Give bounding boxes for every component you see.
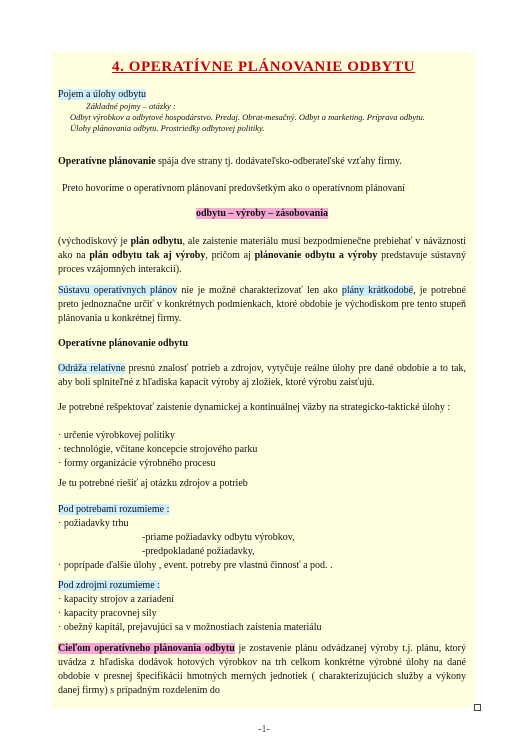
odbyt-vyroba-zasobovanie-highlight: odbytu – výroby – zásobovania [195, 208, 329, 219]
list-item: · určenie výrobkovej politiky [58, 430, 175, 441]
p5-text-1: nie je možné charakterizovať len ako [177, 285, 342, 296]
paragraph-4 [58, 235, 466, 277]
text-box-handle [474, 704, 481, 711]
sources-item: · kapacity strojov a zariadení [58, 594, 175, 605]
p1-bold: Operatívne plánovanie [58, 156, 156, 167]
needs-line-1: · požiadavky trhu [58, 518, 129, 529]
sources-item: · kapacity pracovnej sily [58, 608, 157, 619]
p4-text-3: , pričom aj [205, 250, 255, 261]
needs-line-2: -priame požiadavky odbytu výrobkov, [142, 532, 295, 543]
intro-section [58, 88, 466, 102]
p4-text-2: , ale zaistenie materiálu musí bezpodmienečne prebiehať v náväznosti ako na [58, 236, 467, 261]
p4-bold-2: plán odbytu tak aj výroby [89, 250, 206, 261]
p4-bold-3: plánovanie odbytu a výroby [254, 250, 378, 261]
paragraph-3 [58, 207, 466, 221]
needs-line-4: · poprípade ďalšie úlohy , event. potreby pre vlastnú činnosť a pod. . [58, 560, 333, 571]
p9-highlight: Cieľom operatívneho plánovania odbytu [58, 643, 235, 654]
basics-label: Základné pojmy – otázky : [86, 101, 176, 111]
p5-text-2: , je potrebné preto jednoznačne určiť v konkrétnych podmienkach, ktoré obdobie je východiskom pre tento stupeň plánovania u konkrétnej firmy. [58, 285, 466, 324]
paragraph-1 [58, 155, 466, 169]
page-number: -1- [258, 724, 270, 735]
paragraph-7: Je potrebné rešpektovať zaistenie dynamickej a kontinuálnej väzby na strategicko-taktické úlohy : [58, 402, 451, 413]
p5-highlight-1: Sústavu operatívnych plánov [58, 285, 178, 296]
list-item: · technológie, včítane koncepcie strojového parku [58, 444, 258, 455]
needs-line-3: -predpokladané požiadavky, [142, 546, 255, 557]
paragraph-2: Preto hovoríme o operatívnom plánovaní predovšetkým ako o operatívnom plánovaní [62, 183, 405, 194]
p4-text-1: (východiskový je [58, 236, 131, 247]
topics-line-1: Odbyt výrobkov a odbytové hospodárstvo. Predaj. Obrat-mesačný. Odbyt a marketing. Príprava odbytu. [70, 112, 425, 122]
section-heading-plan: Operatívne plánovanie odbytu [58, 338, 189, 349]
topics-line-2: Úlohy plánovania odbytu. Prostriedky odbytovej politiky. [70, 123, 265, 133]
document-page [52, 52, 475, 708]
list-item: · formy organizácie výrobného procesu [58, 458, 216, 469]
p4-bold-1: plán odbytu [130, 236, 183, 247]
paragraph-9 [58, 642, 466, 698]
intro-heading: Pojem a úlohy odbytu [58, 89, 147, 100]
needs-heading: Pod potrebami rozumieme : [58, 504, 170, 515]
needs-section [58, 503, 466, 573]
p1-rest: spája dve strany tj. dodávateľsko-odberateľské vzťahy firmy. [155, 156, 402, 167]
p6-highlight: Odráža relatívne [58, 363, 126, 374]
paragraph-5 [58, 284, 466, 326]
p6-rest: presnú znalosť potrieb a zdrojov, vytyčuje reálne úlohy pre dané obdobie a to tak, aby boli splniteľné z hľadiska kapacít výroby aj zložiek, ktoré výrobu zaisťujú. [58, 363, 466, 388]
p4-text-4: predstavuje sústavný proces vzájomných interakcií). [58, 250, 466, 275]
paragraph-8: Je tu potrebné riešiť aj otázku zdrojov a potrieb [58, 478, 248, 489]
sources-section [58, 579, 466, 635]
paragraph-6 [58, 362, 466, 390]
sources-heading: Pod zdrojmi rozumieme : [58, 580, 160, 591]
sources-item: · obežný kapitál, prejavujúci sa v možnostiach zaistenia materiálu [58, 622, 322, 633]
p5-highlight-2: plány krátkodobé [341, 285, 414, 296]
page-title: 4. OPERATÍVNE PLÁNOVANIE ODBYTU [111, 59, 416, 75]
strategic-list [58, 429, 466, 471]
p9-rest: je zostavenie plánu odvádzanej výroby t.j. plánu, ktorý uvádza z hľadiska dodávok hotových výrobkov na trh celkom konkrétne výrobné úlohy na dané obdobie v presnej špecifikácií hmotných merných jednotiek ( charakterizujúcich služby a výkony danej firmy) s prípadným rozdelením do [58, 643, 466, 696]
